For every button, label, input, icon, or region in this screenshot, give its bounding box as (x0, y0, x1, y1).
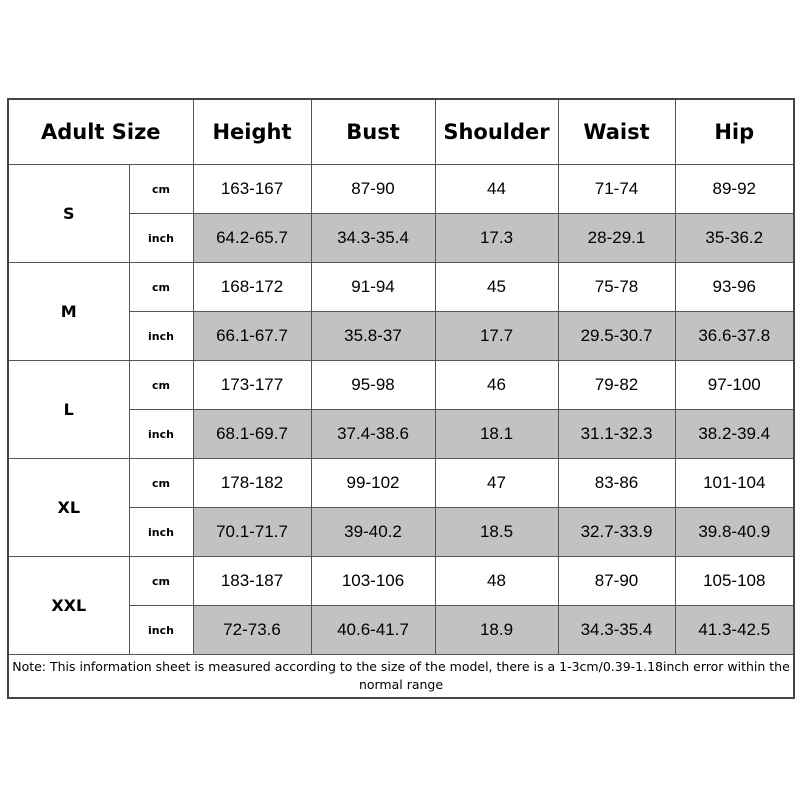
waist-value: 79-82 (558, 361, 675, 410)
waist-value: 71-74 (558, 165, 675, 214)
header-adult-size: Adult Size (8, 99, 193, 165)
shoulder-value: 18.1 (435, 410, 558, 459)
height-value: 72-73.6 (193, 606, 311, 655)
hip-value: 41.3-42.5 (675, 606, 794, 655)
waist-value: 31.1-32.3 (558, 410, 675, 459)
waist-value: 34.3-35.4 (558, 606, 675, 655)
hip-value: 97-100 (675, 361, 794, 410)
unit-label: cm (129, 263, 193, 312)
waist-value: 28-29.1 (558, 214, 675, 263)
height-value: 168-172 (193, 263, 311, 312)
bust-value: 35.8-37 (311, 312, 435, 361)
shoulder-value: 17.7 (435, 312, 558, 361)
size-s-cm-row (8, 165, 794, 214)
bust-value: 99-102 (311, 459, 435, 508)
size-chart-table (7, 98, 795, 699)
size-label: L (8, 361, 129, 459)
waist-value: 87-90 (558, 557, 675, 606)
height-value: 68.1-69.7 (193, 410, 311, 459)
bust-value: 40.6-41.7 (311, 606, 435, 655)
size-label: M (8, 263, 129, 361)
size-label: XL (8, 459, 129, 557)
bust-value: 95-98 (311, 361, 435, 410)
size-m-cm-row (8, 263, 794, 312)
shoulder-value: 18.9 (435, 606, 558, 655)
height-value: 64.2-65.7 (193, 214, 311, 263)
hip-value: 101-104 (675, 459, 794, 508)
bust-value: 103-106 (311, 557, 435, 606)
header-row (8, 99, 794, 165)
height-value: 173-177 (193, 361, 311, 410)
shoulder-value: 48 (435, 557, 558, 606)
hip-value: 35-36.2 (675, 214, 794, 263)
size-xl-cm-row (8, 459, 794, 508)
header-bust: Bust (311, 99, 435, 165)
hip-value: 93-96 (675, 263, 794, 312)
header-waist: Waist (558, 99, 675, 165)
unit-label: cm (129, 165, 193, 214)
bust-value: 34.3-35.4 (311, 214, 435, 263)
bust-value: 91-94 (311, 263, 435, 312)
hip-value: 36.6-37.8 (675, 312, 794, 361)
hip-value: 38.2-39.4 (675, 410, 794, 459)
height-value: 163-167 (193, 165, 311, 214)
unit-label: inch (129, 606, 193, 655)
shoulder-value: 47 (435, 459, 558, 508)
shoulder-value: 45 (435, 263, 558, 312)
measurement-note: Note: This information sheet is measured according to the size of the model, there is a 1-3cm/0.39-1.18inch error within the normal range (8, 655, 794, 699)
height-value: 66.1-67.7 (193, 312, 311, 361)
unit-label: cm (129, 557, 193, 606)
waist-value: 75-78 (558, 263, 675, 312)
bust-value: 39-40.2 (311, 508, 435, 557)
size-chart-body (8, 99, 794, 698)
header-shoulder: Shoulder (435, 99, 558, 165)
height-value: 178-182 (193, 459, 311, 508)
height-value: 70.1-71.7 (193, 508, 311, 557)
unit-label: inch (129, 214, 193, 263)
unit-label: inch (129, 508, 193, 557)
hip-value: 39.8-40.9 (675, 508, 794, 557)
unit-label: cm (129, 361, 193, 410)
size-xxl-cm-row (8, 557, 794, 606)
unit-label: inch (129, 410, 193, 459)
waist-value: 83-86 (558, 459, 675, 508)
hip-value: 89-92 (675, 165, 794, 214)
note-row (8, 655, 794, 699)
unit-label: inch (129, 312, 193, 361)
hip-value: 105-108 (675, 557, 794, 606)
waist-value: 29.5-30.7 (558, 312, 675, 361)
size-label: S (8, 165, 129, 263)
size-label: XXL (8, 557, 129, 655)
shoulder-value: 17.3 (435, 214, 558, 263)
shoulder-value: 46 (435, 361, 558, 410)
shoulder-value: 18.5 (435, 508, 558, 557)
bust-value: 37.4-38.6 (311, 410, 435, 459)
height-value: 183-187 (193, 557, 311, 606)
waist-value: 32.7-33.9 (558, 508, 675, 557)
header-height: Height (193, 99, 311, 165)
shoulder-value: 44 (435, 165, 558, 214)
size-l-cm-row (8, 361, 794, 410)
bust-value: 87-90 (311, 165, 435, 214)
unit-label: cm (129, 459, 193, 508)
header-hip: Hip (675, 99, 794, 165)
